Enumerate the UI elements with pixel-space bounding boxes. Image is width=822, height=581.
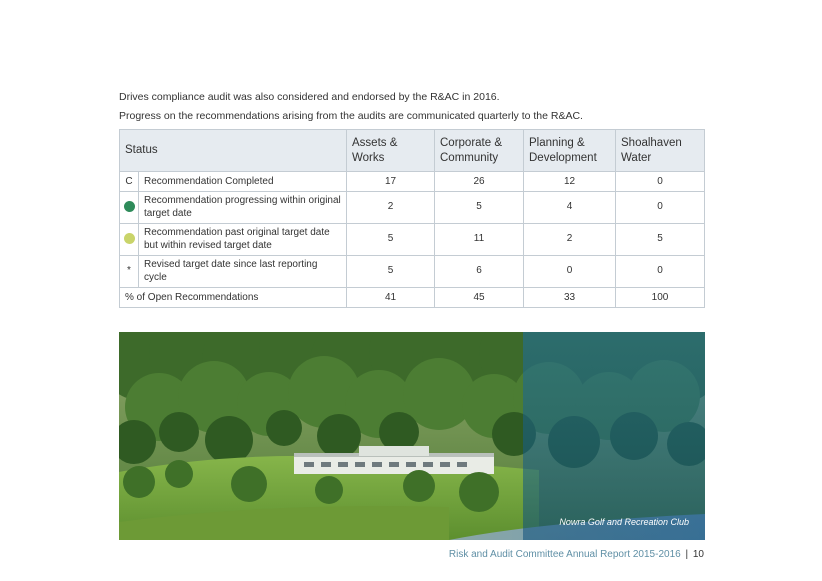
cell-assets: 17 xyxy=(347,172,435,192)
cell-corporate: 6 xyxy=(435,256,524,288)
table-row xyxy=(120,172,705,192)
table-row xyxy=(120,224,705,256)
completed-symbol: C xyxy=(120,172,139,192)
cell-shoalhaven: 5 xyxy=(616,224,705,256)
open-recommendations-label: % of Open Recommendations xyxy=(120,288,347,308)
cell-shoalhaven: 0 xyxy=(616,256,705,288)
table-row-open-recommendations xyxy=(120,288,705,308)
cell-corporate: 5 xyxy=(435,192,524,224)
cell-planning: 2 xyxy=(524,224,616,256)
yellow-status-dot-icon xyxy=(124,233,135,244)
header-assets-works: Assets & Works xyxy=(347,130,435,172)
cell-assets: 5 xyxy=(347,256,435,288)
cell-assets: 2 xyxy=(347,192,435,224)
header-corporate-community: Corporate & Community xyxy=(435,130,524,172)
cell-planning: 0 xyxy=(524,256,616,288)
header-shoalhaven-water: Shoalhaven Water xyxy=(616,130,705,172)
cell-planning: 12 xyxy=(524,172,616,192)
page-number: 10 xyxy=(692,549,704,560)
row-label: Recommendation past original target date but within revised target date xyxy=(139,224,347,256)
cell-corporate: 11 xyxy=(435,224,524,256)
recommendations-status-table xyxy=(119,129,705,308)
row-label: Recommendation Completed xyxy=(139,172,347,192)
table-header-row xyxy=(120,130,705,172)
cell-planning: 4 xyxy=(524,192,616,224)
row-label: Revised target date since last reporting cycle xyxy=(139,256,347,288)
landscape-illustration xyxy=(119,332,705,540)
cell-shoalhaven: 100 xyxy=(616,288,705,308)
table-row xyxy=(120,192,705,224)
golf-club-photo xyxy=(119,332,705,540)
cell-corporate: 45 xyxy=(435,288,524,308)
intro-line-1: Drives compliance audit was also considered and endorsed by the R&AC in 2016. xyxy=(119,91,500,103)
intro-line-2: Progress on the recommendations arising from the audits are communicated quarterly to the R&AC. xyxy=(119,110,583,122)
table-row xyxy=(120,256,705,288)
status-dot-cell xyxy=(120,192,139,224)
photo-caption: Nowra Golf and Recreation Club xyxy=(559,517,689,527)
header-status: Status xyxy=(120,130,347,172)
cell-corporate: 26 xyxy=(435,172,524,192)
cell-assets: 5 xyxy=(347,224,435,256)
page-footer xyxy=(449,549,704,560)
cell-shoalhaven: 0 xyxy=(616,172,705,192)
revised-symbol: * xyxy=(120,256,139,288)
status-dot-cell xyxy=(120,224,139,256)
header-planning-development: Planning & Development xyxy=(524,130,616,172)
green-status-dot-icon xyxy=(124,201,135,212)
cell-planning: 33 xyxy=(524,288,616,308)
report-title: Risk and Audit Committee Annual Report 2015-2016 xyxy=(448,549,681,560)
row-label: Recommendation progressing within original target date xyxy=(139,192,347,224)
cell-shoalhaven: 0 xyxy=(616,192,705,224)
footer-separator: | xyxy=(685,549,689,560)
cell-assets: 41 xyxy=(347,288,435,308)
